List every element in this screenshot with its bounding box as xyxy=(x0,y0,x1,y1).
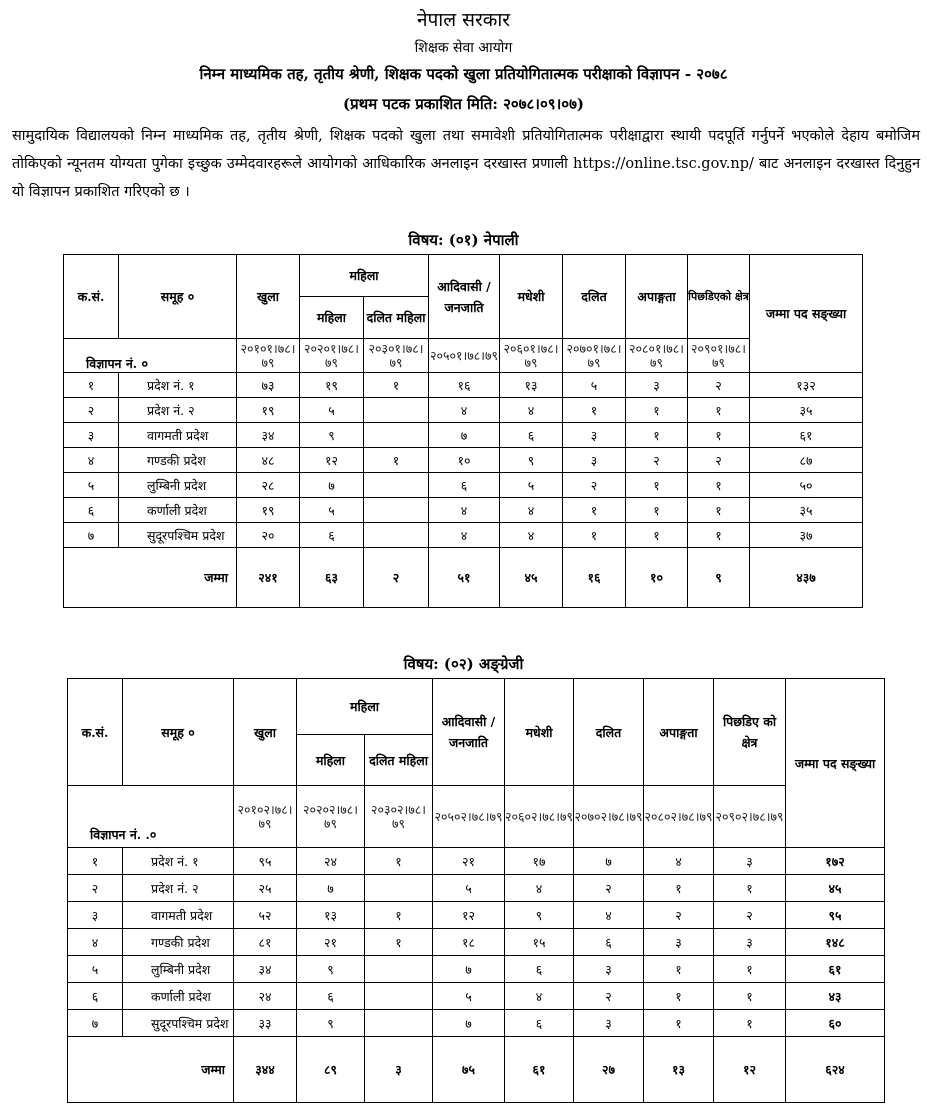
cell-dalit-mahila: १ xyxy=(364,448,429,473)
header-khula: खुला xyxy=(234,679,297,786)
cell-madheshi: ५ xyxy=(500,473,563,498)
cell-total: ६१ xyxy=(786,956,885,983)
commission-name: शिक्षक सेवा आयोग xyxy=(414,40,513,56)
cell-madheshi: ४ xyxy=(500,498,563,523)
table-row xyxy=(64,448,863,473)
cell-pichhadiyeko: ३ xyxy=(714,929,786,956)
cell-khula: १९ xyxy=(237,498,300,523)
cell-sn: २ xyxy=(64,398,119,423)
cell-dalit-mahila xyxy=(364,398,429,423)
table-row xyxy=(64,473,863,498)
government-title: नेपाल सरकार xyxy=(416,9,511,31)
cell-dalit-mahila: १ xyxy=(365,902,433,929)
cell-pichhadiyeko: २ xyxy=(688,448,750,473)
total-madheshi: ४५ xyxy=(500,548,563,608)
cell-sn: ५ xyxy=(68,956,123,983)
cell-total: ८७ xyxy=(750,448,863,473)
table-row xyxy=(64,523,863,548)
cell-dalit-mahila: १ xyxy=(365,848,433,875)
cell-pichhadiyeko: १ xyxy=(688,523,750,548)
cell-adibasi: १२ xyxy=(433,902,505,929)
table-row xyxy=(64,498,863,523)
cell-dalit: ३ xyxy=(574,1010,644,1037)
cell-mahila: १९ xyxy=(300,373,364,398)
cell-pichhadiyeko: १ xyxy=(714,983,786,1010)
header-adibasi: आदिवासी / जनजाति xyxy=(433,679,505,786)
cell-dalit: १ xyxy=(563,398,626,423)
ad-code: २०७०२।७८।७९ xyxy=(574,786,644,848)
total-mahila: ८९ xyxy=(297,1037,365,1103)
ad-code: २०५०१।७८।७९ xyxy=(429,339,500,373)
total-mahila: ६३ xyxy=(300,548,364,608)
cell-madheshi: ४ xyxy=(505,983,574,1010)
header-mahila: महिला xyxy=(300,297,364,339)
cell-adibasi: ७ xyxy=(433,1010,505,1037)
cell-dalit-mahila: १ xyxy=(365,929,433,956)
cell-total: ५० xyxy=(750,473,863,498)
header-apanga: अपाङ्गता xyxy=(644,679,714,786)
header-ad-no: विज्ञापन नं. .० xyxy=(68,786,234,848)
cell-dalit-mahila xyxy=(364,523,429,548)
cell-adibasi: ५ xyxy=(433,875,505,902)
cell-province: सुदूरपश्चिम प्रदेश xyxy=(119,523,237,548)
cell-apanga: १ xyxy=(644,875,714,902)
cell-pichhadiyeko: ३ xyxy=(714,848,786,875)
cell-dalit: ६ xyxy=(574,929,644,956)
cell-apanga: २ xyxy=(644,902,714,929)
cell-adibasi: ४ xyxy=(429,498,500,523)
header-madheshi: मधेशी xyxy=(500,255,563,339)
cell-madheshi: ९ xyxy=(505,902,574,929)
cell-dalit-mahila xyxy=(365,956,433,983)
vacancy-table-english xyxy=(67,678,885,1103)
header-mahila-group: महिला xyxy=(297,679,433,735)
cell-total: १७२ xyxy=(786,848,885,875)
total-adibasi: ७५ xyxy=(433,1037,505,1103)
totals-row xyxy=(64,548,863,608)
table-row xyxy=(68,929,885,956)
total-khula: २४१ xyxy=(237,548,300,608)
published-date: (प्रथम पटक प्रकाशित मिति: २०७८।०९।०७) xyxy=(343,95,584,113)
cell-mahila: ६ xyxy=(300,523,364,548)
cell-mahila: २१ xyxy=(297,929,365,956)
cell-total: ६० xyxy=(786,1010,885,1037)
cell-province: गण्डकी प्रदेश xyxy=(119,448,237,473)
cell-sn: ३ xyxy=(68,902,123,929)
cell-pichhadiyeko: १ xyxy=(714,956,786,983)
cell-adibasi: १० xyxy=(429,448,500,473)
cell-mahila: ५ xyxy=(300,398,364,423)
cell-pichhadiyeko: १ xyxy=(688,398,750,423)
cell-pichhadiyeko: १ xyxy=(714,1010,786,1037)
header-pichhadiyeko: पिछडिएको क्षेत्र xyxy=(688,255,750,339)
ad-code: २०२०१।७८।७९ xyxy=(300,339,364,373)
cell-apanga: १ xyxy=(626,523,688,548)
header-ad-no: विज्ञापन नं. ० xyxy=(64,339,237,373)
cell-province: कर्णाली प्रदेश xyxy=(123,983,234,1010)
cell-dalit-mahila xyxy=(365,875,433,902)
cell-adibasi: ६ xyxy=(429,473,500,498)
cell-apanga: १ xyxy=(626,498,688,523)
cell-province: गण्डकी प्रदेश xyxy=(123,929,234,956)
ad-code: २०९०१।७८।७९ xyxy=(688,339,750,373)
totals-label: जम्मा xyxy=(64,548,237,608)
cell-sn: ६ xyxy=(64,498,119,523)
cell-khula: ३३ xyxy=(234,1010,297,1037)
ad-code: २०१०१।७८।७९ xyxy=(237,339,300,373)
cell-mahila: ७ xyxy=(300,473,364,498)
cell-mahila: ९ xyxy=(300,423,364,448)
cell-adibasi: ४ xyxy=(429,398,500,423)
cell-khula: ३४ xyxy=(237,423,300,448)
cell-total: ३५ xyxy=(750,498,863,523)
cell-madheshi: ४ xyxy=(505,875,574,902)
header-apanga: अपाङ्गता xyxy=(626,255,688,339)
cell-pichhadiyeko: १ xyxy=(688,473,750,498)
cell-khula: ८१ xyxy=(234,929,297,956)
cell-dalit: १ xyxy=(563,498,626,523)
header-group: समूह ० xyxy=(123,679,234,786)
cell-dalit-mahila xyxy=(364,473,429,498)
cell-madheshi: ६ xyxy=(505,1010,574,1037)
cell-madheshi: ४ xyxy=(500,398,563,423)
table-row xyxy=(64,398,863,423)
cell-mahila: ६ xyxy=(297,983,365,1010)
cell-dalit-mahila xyxy=(364,423,429,448)
cell-province: वागमती प्रदेश xyxy=(119,423,237,448)
cell-province: सुदूरपश्चिम प्रदेश xyxy=(123,1010,234,1037)
cell-mahila: २४ xyxy=(297,848,365,875)
cell-madheshi: १५ xyxy=(505,929,574,956)
cell-sn: ५ xyxy=(64,473,119,498)
cell-adibasi: १६ xyxy=(429,373,500,398)
cell-khula: ७३ xyxy=(237,373,300,398)
ad-code: २०३०२।७८।७९ xyxy=(365,786,433,848)
header-total-posts: जम्मा पद सङ्ख्या xyxy=(786,679,885,848)
cell-total: ६१ xyxy=(750,423,863,448)
header-mahila: महिला xyxy=(297,735,365,786)
cell-dalit-mahila xyxy=(364,498,429,523)
cell-pichhadiyeko: २ xyxy=(714,902,786,929)
cell-dalit: २ xyxy=(574,875,644,902)
cell-dalit: ३ xyxy=(574,956,644,983)
cell-sn: १ xyxy=(64,373,119,398)
cell-apanga: ३ xyxy=(644,929,714,956)
cell-total: ३७ xyxy=(750,523,863,548)
header-dalit: दलित xyxy=(574,679,644,786)
cell-province: लुम्बिनी प्रदेश xyxy=(119,473,237,498)
table-row xyxy=(68,983,885,1010)
subject-heading-nepali: विषय: (०१) नेपाली xyxy=(408,231,519,249)
cell-province: वागमती प्रदेश xyxy=(123,902,234,929)
cell-sn: १ xyxy=(68,848,123,875)
header-adibasi: आदिवासी / जनजाति xyxy=(429,255,500,339)
header-pichhadiyeko: पिछडिए को क्षेत्र xyxy=(714,679,786,786)
cell-dalit: २ xyxy=(574,983,644,1010)
cell-total: ९५ xyxy=(786,902,885,929)
ad-code: २०२०२।७८।७९ xyxy=(297,786,365,848)
cell-province: प्रदेश नं. १ xyxy=(123,848,234,875)
ad-code: २०१०२।७८।७९ xyxy=(234,786,297,848)
cell-mahila: १२ xyxy=(300,448,364,473)
cell-apanga: १ xyxy=(644,983,714,1010)
ad-code: २०६०१।७८।७९ xyxy=(500,339,563,373)
cell-khula: ४८ xyxy=(237,448,300,473)
cell-pichhadiyeko: २ xyxy=(688,373,750,398)
ad-code: २०८०२।७८।७९ xyxy=(644,786,714,848)
cell-adibasi: ७ xyxy=(429,423,500,448)
cell-dalit: ४ xyxy=(574,902,644,929)
cell-province: लुम्बिनी प्रदेश xyxy=(123,956,234,983)
cell-apanga: १ xyxy=(626,473,688,498)
cell-khula: ५२ xyxy=(234,902,297,929)
cell-khula: २५ xyxy=(234,875,297,902)
table-row xyxy=(68,875,885,902)
ad-code: २०५०२।७८।७९ xyxy=(433,786,505,848)
total-dalit-mahila: २ xyxy=(364,548,429,608)
cell-dalit: ७ xyxy=(574,848,644,875)
table-row xyxy=(68,902,885,929)
cell-total: ४५ xyxy=(786,875,885,902)
table-row xyxy=(68,956,885,983)
cell-apanga: १ xyxy=(626,423,688,448)
cell-madheshi: ४ xyxy=(500,523,563,548)
totals-row xyxy=(68,1037,885,1103)
header-group: समूह ० xyxy=(119,255,237,339)
intro-paragraph: सामुदायिक विद्यालयको निम्न माध्यमिक तह, तृतीय श्रेणी, शिक्षक पदको खुला तथा समावेशी प्रतियोगितात्मक परीक्षाद्वारा स्थायी पदपूर्ति गर्नुपर्ने भएकोले देहाय बमोजिम तोकिएको न्यूनतम योग्यता पुगेका इच्छुक उम्मेदवारहरूले आयोगको आधिकारिक अनलाइन दरखास्त प्रणाली https://online.tsc.gov.np/ बाट अनलाइन दरखास्त दिनुहुन यो विज्ञापन प्रकाशित गरिएको छ । xyxy=(12,128,920,200)
total-pichhadiyeko: १२ xyxy=(714,1037,786,1103)
header-total-posts: जम्मा पद सङ्ख्या xyxy=(750,255,863,373)
cell-province: प्रदेश नं. १ xyxy=(119,373,237,398)
cell-total: १४८ xyxy=(786,929,885,956)
total-posts: ४३७ xyxy=(750,548,863,608)
header-madheshi: मधेशी xyxy=(505,679,574,786)
cell-province: कर्णाली प्रदेश xyxy=(119,498,237,523)
cell-apanga: २ xyxy=(626,448,688,473)
cell-dalit: ५ xyxy=(563,373,626,398)
cell-dalit: ३ xyxy=(563,423,626,448)
cell-khula: २८ xyxy=(237,473,300,498)
cell-sn: ७ xyxy=(68,1010,123,1037)
cell-dalit: २ xyxy=(563,473,626,498)
cell-madheshi: १७ xyxy=(505,848,574,875)
header-mahila-group: महिला xyxy=(300,255,429,297)
cell-sn: ७ xyxy=(64,523,119,548)
cell-mahila: ९ xyxy=(297,1010,365,1037)
header-sn: क.सं. xyxy=(68,679,123,786)
cell-adibasi: ५ xyxy=(433,983,505,1010)
subject-heading-english: विषय: (०२) अङ्ग्रेजी xyxy=(403,655,524,673)
cell-apanga: ३ xyxy=(626,373,688,398)
total-madheshi: ६१ xyxy=(505,1037,574,1103)
total-dalit: १६ xyxy=(563,548,626,608)
total-apanga: १० xyxy=(626,548,688,608)
total-dalit-mahila: ३ xyxy=(365,1037,433,1103)
header-khula: खुला xyxy=(237,255,300,339)
cell-total: १३२ xyxy=(750,373,863,398)
cell-sn: २ xyxy=(68,875,123,902)
cell-mahila: ७ xyxy=(297,875,365,902)
cell-dalit-mahila: १ xyxy=(364,373,429,398)
cell-madheshi: ९ xyxy=(500,448,563,473)
cell-madheshi: ६ xyxy=(505,956,574,983)
header-dalit-mahila: दलित महिला xyxy=(364,297,429,339)
cell-madheshi: १३ xyxy=(500,373,563,398)
cell-khula: २० xyxy=(237,523,300,548)
cell-total: ४३ xyxy=(786,983,885,1010)
ad-code: २०३०१।७८।७९ xyxy=(364,339,429,373)
total-posts: ६२४ xyxy=(786,1037,885,1103)
cell-adibasi: ४ xyxy=(429,523,500,548)
cell-khula: ९५ xyxy=(234,848,297,875)
totals-label: जम्मा xyxy=(68,1037,234,1103)
cell-madheshi: ६ xyxy=(500,423,563,448)
cell-mahila: ५ xyxy=(300,498,364,523)
ad-code: २०७०१।७८।७९ xyxy=(563,339,626,373)
header-sn: क.सं. xyxy=(64,255,119,339)
total-pichhadiyeko: ९ xyxy=(688,548,750,608)
cell-sn: ४ xyxy=(68,929,123,956)
cell-khula: १९ xyxy=(237,398,300,423)
cell-dalit-mahila xyxy=(365,983,433,1010)
ad-code: २०९०२।७८।७९ xyxy=(714,786,786,848)
notice-title: निम्न माध्यमिक तह, तृतीय श्रेणी, शिक्षक पदको खुला प्रतियोगितात्मक परीक्षाको विज्ञापन - २०७८ xyxy=(199,65,728,83)
ad-code: २०८०१।७८।७९ xyxy=(626,339,688,373)
vacancy-table-nepali xyxy=(63,254,863,608)
cell-mahila: ९ xyxy=(297,956,365,983)
table-row xyxy=(68,848,885,875)
cell-sn: ३ xyxy=(64,423,119,448)
table-row xyxy=(68,1010,885,1037)
cell-khula: २४ xyxy=(234,983,297,1010)
total-dalit: २७ xyxy=(574,1037,644,1103)
total-khula: ३४४ xyxy=(234,1037,297,1103)
header-dalit: दलित xyxy=(563,255,626,339)
cell-province: प्रदेश नं. २ xyxy=(119,398,237,423)
cell-apanga: १ xyxy=(644,1010,714,1037)
cell-adibasi: २१ xyxy=(433,848,505,875)
cell-pichhadiyeko: १ xyxy=(714,875,786,902)
cell-sn: ६ xyxy=(68,983,123,1010)
cell-pichhadiyeko: १ xyxy=(688,498,750,523)
cell-sn: ४ xyxy=(64,448,119,473)
cell-total: ३५ xyxy=(750,398,863,423)
table-row xyxy=(64,423,863,448)
cell-province: प्रदेश नं. २ xyxy=(123,875,234,902)
cell-apanga: १ xyxy=(644,956,714,983)
cell-adibasi: ७ xyxy=(433,956,505,983)
cell-khula: ३४ xyxy=(234,956,297,983)
cell-mahila: १३ xyxy=(297,902,365,929)
cell-dalit-mahila xyxy=(365,1010,433,1037)
cell-dalit: ३ xyxy=(563,448,626,473)
cell-pichhadiyeko: १ xyxy=(688,423,750,448)
cell-apanga: ४ xyxy=(644,848,714,875)
cell-dalit: १ xyxy=(563,523,626,548)
header-dalit-mahila: दलित महिला xyxy=(365,735,433,786)
total-adibasi: ५१ xyxy=(429,548,500,608)
table-row xyxy=(64,373,863,398)
total-apanga: १३ xyxy=(644,1037,714,1103)
cell-adibasi: १८ xyxy=(433,929,505,956)
ad-code: २०६०२।७८।७९ xyxy=(505,786,574,848)
cell-apanga: १ xyxy=(626,398,688,423)
